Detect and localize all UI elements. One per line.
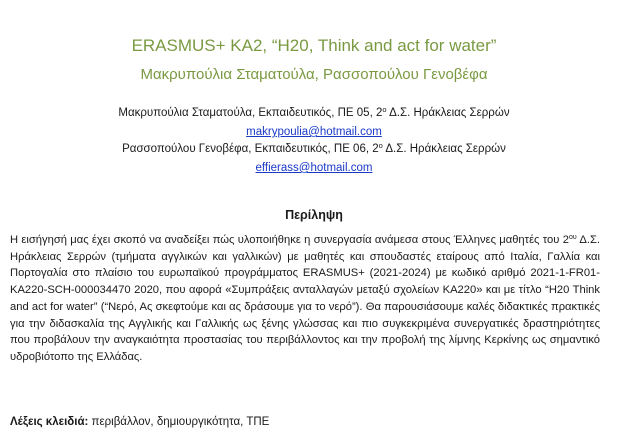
author1-email-row: [0, 126, 628, 138]
paper-title: ERASMUS+ KA2, “H20, Think and act for water”: [131, 36, 497, 55]
keywords-value: περιβάλλον, δημιουργικότητα, ΤΠΕ: [88, 416, 270, 428]
author2-affil-school: Δ.Σ. Ηράκλειας Σερρών: [382, 143, 506, 155]
author1-affil-school: Δ.Σ. Ηράκλειας Σερρών: [386, 107, 510, 119]
author1-affil-ordinal: ο: [382, 105, 387, 114]
author1-email-link[interactable]: makrypoulia@hotmail.com: [246, 126, 382, 138]
abstract-body: [10, 232, 600, 366]
author2-affiliation: [0, 143, 628, 155]
abstract-text-start: Η εισήγησή μας έχει σκοπό να αναδείξει πώς υλοποιήθηκε η συνεργασία ανάμεσα στους Έλληνες μαθητές του 2: [10, 234, 569, 246]
author2-affil-text: Ρασσοπούλου Γενοβέφα, Εκπαιδευτικός, ΠΕ 06, 2: [122, 143, 379, 155]
keywords-label: Λέξεις κλειδιά:: [10, 416, 89, 428]
authors-heading: Μακρυπούλια Σταματούλα, Ρασσοπούλου Γενοβέφα: [140, 66, 488, 83]
abstract-text-rest: Δ.Σ. Ηράκλειας Σερρών (τμήματα αγγλικών και γαλλικών) με μαθητές και σπουδαστές εταίρους από Ιταλία, Γαλλία και Πορτογαλία στο πλαίσιο του ευρωπαϊκού προγράμματος ERASMUS+ (2021-2024) με κωδικό αριθμό 2021-1-FR01-KA220-SCH-000034470 2020, που αφορά «Συμπράξεις ανταλλαγών μεταξύ σχολείων KA220» και με τίτλο “H20 Think and act for water” (“Νερό, Ας σκεφτούμε και ας δράσουμε για το νερό”). Θα παρουσιάσουμε καλές διδακτικές πρακτικές για την διδασκαλία της Αγγλικής και Γαλλικής ως ξένης γλώσσας και πιο συγκεκριμένα συνεργατικές δραστηριότητες που προβάλουν την αναγκαιότητα προστασίας του περιβάλλοντος και την προβολή της λίμνης Κερκίνης ως σημαντικό υδροβιότοπο της Ελλάδας.: [10, 234, 600, 363]
author2-email-link[interactable]: effierass@hotmail.com: [255, 162, 373, 174]
author2-email-row: [0, 162, 628, 174]
abstract-heading: Περίληψη: [285, 208, 343, 222]
author2-affil-ordinal: ο: [378, 141, 383, 150]
author1-affiliation: [0, 107, 628, 119]
abstract-ordinal: ου: [568, 234, 577, 241]
keywords-row: [10, 416, 600, 428]
author1-affil-text: Μακρυπούλια Σταματούλα, Εκπαιδευτικός, ΠΕ 05, 2: [118, 107, 383, 119]
